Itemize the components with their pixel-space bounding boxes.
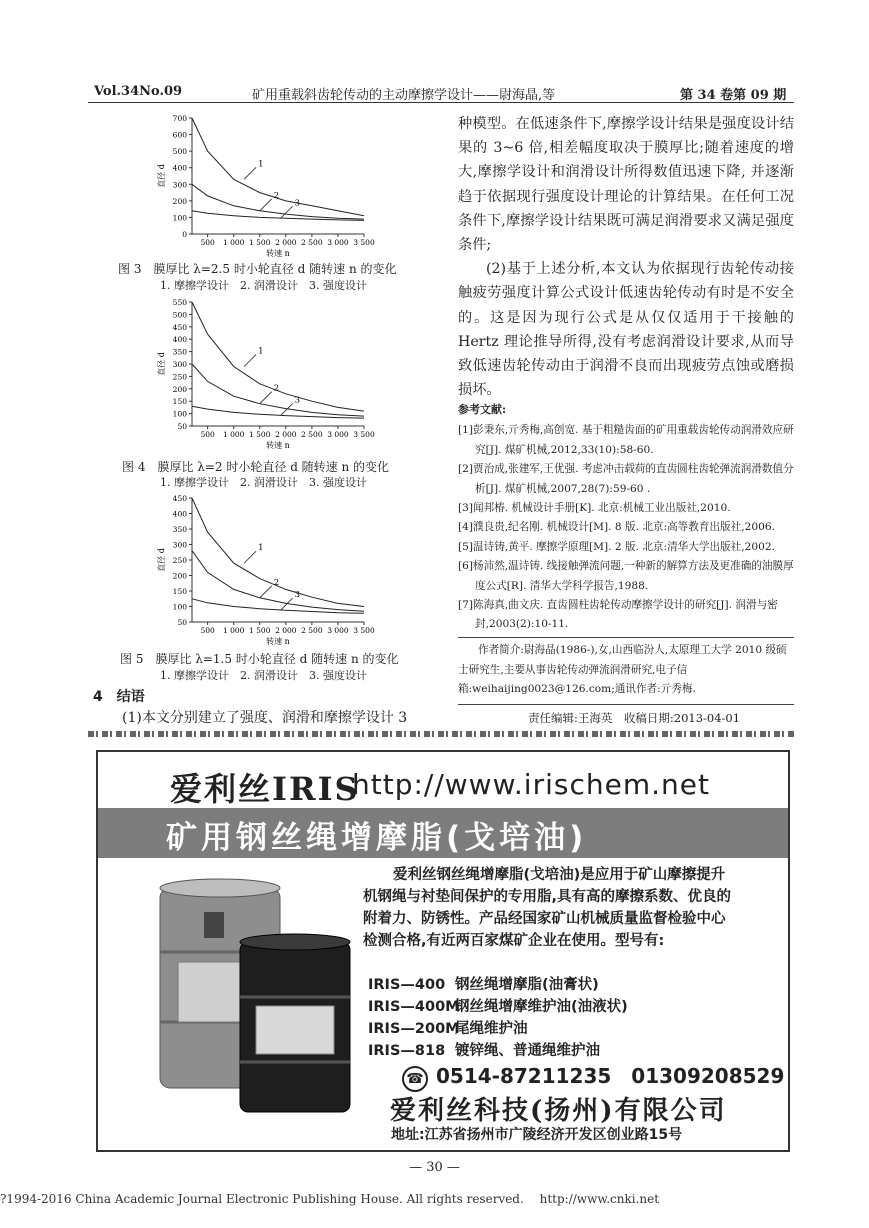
x-axis-label: 转速 n (266, 249, 290, 258)
ad-model-item (368, 996, 628, 1018)
x-tick-label: 1 500 (249, 238, 271, 247)
series-label: 2 (273, 190, 280, 201)
y-tick-label: 200 (172, 571, 187, 581)
series-label: 3 (294, 198, 301, 209)
copyright-footer: ?1994-2016 China Academic Journal Electronic Publishing House. All rights reserved. http://www.cnki.net (0, 1192, 660, 1206)
y-tick-label: 400 (172, 509, 187, 519)
figure-3-chart (150, 112, 375, 260)
x-tick-label: 2 000 (275, 238, 297, 247)
series-line-3 (192, 406, 364, 418)
series-line-3 (192, 599, 364, 614)
references-title: 参考文献: (458, 403, 507, 416)
series-leader (244, 167, 256, 179)
y-tick-label: 150 (172, 587, 187, 596)
paragraph-1: 种模型。在低速条件下,摩擦学设计结果是强度设计结果的 3~6 倍,相差幅度取决于膜厚比;随着速度的增大,摩擦学设计和润滑设计所得数值迅速下降, 并逐渐趋于依据现行强度设计理论的计算结果。在任何工况条件下,摩擦学设计结果既可满足润滑要求又满足强度条件; (458, 116, 794, 254)
y-tick-label: 450 (172, 494, 187, 503)
figure-5-legend: 1. 摩擦学设计 2. 润滑设计 3. 强度设计 (160, 669, 367, 682)
x-tick-label: 500 (200, 626, 215, 635)
y-tick-label: 300 (172, 180, 187, 190)
y-tick-label: 300 (172, 360, 187, 369)
ad-phone (402, 1060, 784, 1092)
series-label: 3 (294, 590, 301, 601)
ad-company: 爱利丝科技(扬州)有限公司 (390, 1096, 727, 1126)
y-tick-label: 450 (172, 322, 187, 332)
y-tick-label: 300 (172, 540, 187, 550)
reference-item: [6]杨沛然,温诗铸. 线接触弹流问题,一种新的解算方法及更准确的油膜厚度公式[R]. 清华大学科学报告,1988. (458, 560, 794, 592)
ad-url[interactable]: http://www.irischem.net (352, 768, 710, 801)
y-tick-label: 0 (182, 230, 187, 239)
y-tick-label: 500 (172, 310, 187, 320)
series-leader (260, 586, 272, 598)
reference-item: [2]贾治成,张建军,王优强. 考虑冲击载荷的直齿圆柱齿轮弹流润滑数值分析[J]. 煤矿机械,2007,28(7):59-60 . (458, 463, 794, 495)
y-axis-label: 直径 d (157, 164, 166, 188)
y-tick-label: 100 (172, 213, 187, 223)
figure-3-caption: 图 3 膜厚比 λ=2.5 时小轮直径 d 随转速 n 的变化 (118, 262, 397, 276)
phone-icon: ☎ (402, 1066, 428, 1092)
y-tick-label: 100 (172, 602, 187, 612)
editor-line: 责任编辑:王海英 收稿日期:2013-04-01 (528, 711, 741, 725)
series-line-1 (192, 302, 364, 411)
x-tick-label: 1 000 (222, 238, 245, 247)
ad-address: 地址:江苏省扬州市广陵经济开发区创业路15号 (391, 1127, 683, 1143)
y-tick-label: 50 (177, 422, 187, 431)
y-tick-label: 400 (172, 163, 187, 173)
model-code: IRIS—400 (368, 977, 446, 993)
x-tick-label: 2 000 (275, 430, 297, 439)
ad-model-list (368, 974, 628, 1062)
header-rule (88, 102, 794, 103)
editor-rule (458, 704, 794, 705)
x-axis-label: 转速 n (266, 441, 290, 450)
x-tick-label: 3 500 (353, 430, 375, 439)
reference-item: [7]陈海真,曲文庆. 直齿圆柱齿轮传动摩擦学设计的研究[J]. 润滑与密封,2003(2):10-11. (458, 599, 778, 631)
y-tick-label: 350 (172, 525, 187, 534)
x-tick-label: 500 (200, 430, 215, 439)
x-tick-label: 3 500 (353, 626, 375, 635)
paragraph-2: (2)基于上述分析,本文认为依据现行齿轮传动接触疲劳强度计算公式设计低速齿轮传动有时是不安全的。这是因为现行公式是从仅仅适用于干接触的 Hertz 理论推导所得,没有考虑润滑设计要求,从而导致低速齿轮传动由于润滑不良而出现疲劳点蚀或磨损损坏。 (458, 261, 794, 399)
reference-item: [4]濮良贵,纪名刚. 机械设计[M]. 8 版. 北京:高等教育出版社,2006. (458, 521, 775, 534)
model-code: IRIS—400M (368, 999, 460, 1015)
y-tick-label: 100 (172, 409, 187, 419)
y-tick-label: 700 (172, 114, 187, 123)
references (458, 400, 794, 635)
x-tick-label: 1 500 (249, 626, 271, 635)
model-desc: 钢丝绳增摩脂(油膏状) (455, 977, 599, 993)
x-tick-label: 2 500 (301, 238, 323, 247)
figure-4-legend: 1. 摩擦学设计 2. 润滑设计 3. 强度设计 (160, 476, 367, 489)
y-axis-label: 直径 d (157, 548, 166, 572)
y-tick-label: 550 (172, 298, 187, 307)
reference-item: [5]温诗铸,黄平. 摩擦学原理[M]. 2 版. 北京:清华大学出版社,2002. (458, 540, 775, 553)
product-barrels-image (154, 872, 374, 1122)
figure-5-caption: 图 5 膜厚比 λ=1.5 时小轮直径 d 随转速 n 的变化 (120, 652, 399, 666)
series-line-1 (192, 118, 364, 216)
y-tick-label: 50 (177, 618, 187, 627)
x-tick-label: 500 (200, 238, 215, 247)
ad-title: 矿用钢丝绳增摩脂(戈培油) (166, 820, 588, 856)
x-tick-label: 2 500 (301, 626, 323, 635)
y-tick-label: 500 (172, 147, 187, 157)
x-tick-label: 3 000 (327, 238, 349, 247)
journal-issue: 第 34 卷第 09 期 (680, 88, 787, 103)
x-tick-label: 1 500 (249, 430, 271, 439)
series-label: 1 (258, 346, 264, 357)
series-label: 2 (273, 577, 280, 588)
page-number: — 30 — (409, 1160, 460, 1175)
figure-3-legend: 1. 摩擦学设计 2. 润滑设计 3. 强度设计 (160, 279, 367, 292)
y-axis-label: 直径 d (157, 352, 166, 376)
y-tick-label: 200 (172, 384, 187, 394)
y-tick-label: 150 (172, 397, 187, 407)
figure-4-caption: 图 4 膜厚比 λ=2 时小轮直径 d 随转速 n 的变化 (122, 460, 390, 474)
ad-model-item (368, 974, 628, 996)
series-label: 1 (258, 543, 264, 554)
series-label: 1 (258, 159, 264, 170)
series-label: 2 (273, 383, 280, 394)
model-code: IRIS—818 (368, 1043, 446, 1059)
x-tick-label: 2 500 (301, 430, 323, 439)
section-heading: 4 结语 (93, 689, 145, 705)
series-leader (244, 551, 256, 563)
series-leader (260, 392, 272, 404)
ad-model-item (368, 1040, 628, 1062)
series-line-3 (192, 211, 364, 221)
phone-numbers: 0514-87211235 01309208529 (436, 1064, 785, 1088)
journal-volume: Vol.34No.09 (94, 84, 183, 99)
conclusion-para-start: (1)本文分别建立了强度、润滑和摩擦学设计 3 (122, 710, 408, 726)
series-leader (244, 354, 256, 366)
model-code: IRIS—200M (368, 1021, 460, 1037)
y-tick-label: 200 (172, 196, 187, 206)
x-tick-label: 1 000 (222, 430, 245, 439)
y-tick-label: 250 (172, 556, 187, 565)
x-tick-label: 3 000 (327, 626, 349, 635)
y-tick-label: 600 (172, 130, 187, 140)
y-tick-label: 350 (172, 347, 187, 357)
x-tick-label: 3 000 (327, 430, 349, 439)
model-desc: 钢丝绳增摩维护油(油液状) (455, 999, 628, 1015)
series-leader (281, 206, 293, 218)
x-tick-label: 2 000 (275, 626, 297, 635)
figure-4-chart (150, 296, 375, 452)
ad-brand: 爱利丝IRIS (170, 770, 360, 808)
model-desc: 尾绳维护油 (455, 1021, 528, 1037)
x-axis-label: 转速 n (266, 637, 290, 646)
reference-item: [3]闻邦椿. 机械设计手册[K]. 北京:机械工业出版社,2010. (458, 502, 731, 515)
figure-5-chart (150, 492, 375, 648)
series-line-1 (192, 498, 364, 607)
ad-description: 爱利丝钢丝绳增摩脂(戈培油)是应用于矿山摩擦提升机钢绳与衬垫间保护的专用脂,具有高的摩擦系数、优良的附着力、防锈性。产品经国家矿山机械质量监督检验中心检测合格,有近两百家煤矿企业在使用。型号有: (363, 867, 732, 949)
advertisement (96, 750, 790, 1152)
y-tick-label: 250 (172, 372, 187, 382)
series-leader (260, 199, 272, 211)
body-text-right (458, 112, 794, 402)
reference-item: [1]彭秉东,亓秀梅,高创宽. 基于粗糙齿面的矿用重载齿轮传动润滑效应研究[J]. 煤矿机械,2012,33(10):58-60. (458, 424, 794, 456)
model-desc: 镀锌绳、普通绳维护油 (455, 1043, 600, 1059)
running-title: 矿用重载斜齿轮传动的主动摩擦学设计——尉海晶,等 (252, 88, 556, 103)
author-note: 作者简介:尉海晶(1986-),女,山西临汾人,太原理工大学 2010 级硕士研究生,主要从事齿轮传动弹流润滑研究,电子信箱:weihaijing0023@126.com;通讯作者:亓秀梅. (458, 644, 787, 696)
y-tick-label: 400 (172, 335, 187, 345)
x-tick-label: 1 000 (222, 626, 245, 635)
ad-model-item (368, 1018, 628, 1040)
series-label: 3 (294, 395, 301, 406)
decorative-divider (88, 731, 794, 737)
author-rule (458, 637, 794, 638)
x-tick-label: 3 500 (353, 238, 375, 247)
